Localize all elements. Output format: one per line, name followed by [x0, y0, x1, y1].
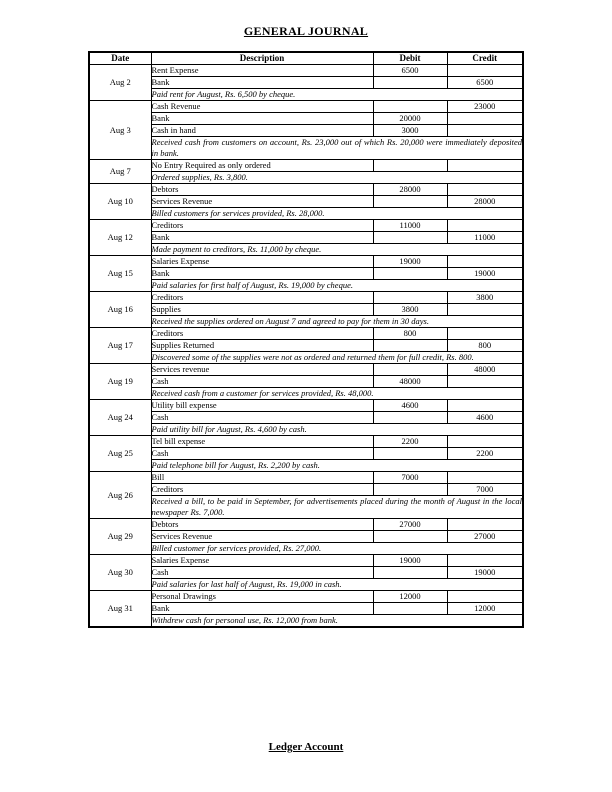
entry-date: Aug 31	[89, 591, 151, 628]
account-name: Bank	[151, 268, 373, 280]
narration-text: Withdrew cash for personal use, Rs. 12,000 from bank.	[151, 615, 523, 628]
debit-amount	[373, 531, 447, 543]
journal-line-row	[89, 376, 523, 388]
entry-date: Aug 7	[89, 160, 151, 184]
account-name: Salaries Expense	[151, 555, 373, 567]
column-header-date: Date	[89, 52, 151, 65]
debit-amount	[373, 268, 447, 280]
debit-amount	[373, 77, 447, 89]
journal-line-row	[89, 412, 523, 424]
debit-amount: 12000	[373, 591, 447, 603]
narration-row	[89, 280, 523, 292]
narration-text: Billed customers for services provided, Rs. 28,000.	[151, 208, 523, 220]
account-name: Creditors	[151, 484, 373, 496]
journal-table-header	[89, 52, 523, 65]
credit-amount	[447, 125, 523, 137]
debit-amount	[373, 603, 447, 615]
narration-text: Received the supplies ordered on August 7 and agreed to pay for them in 30 days.	[151, 316, 523, 328]
credit-amount	[447, 184, 523, 196]
journal-line-row	[89, 519, 523, 531]
narration-row	[89, 172, 523, 184]
account-name: Creditors	[151, 328, 373, 340]
journal-line-row	[89, 160, 523, 172]
narration-text: Billed customer for services provided, Rs. 27,000.	[151, 543, 523, 555]
narration-row	[89, 137, 523, 160]
account-name: Supplies	[151, 304, 373, 316]
journal-line-row	[89, 304, 523, 316]
journal-line-row	[89, 232, 523, 244]
debit-amount: 7000	[373, 472, 447, 484]
entry-date: Aug 12	[89, 220, 151, 256]
credit-amount: 3800	[447, 292, 523, 304]
journal-line-row	[89, 448, 523, 460]
entry-date: Aug 17	[89, 328, 151, 364]
journal-line-row	[89, 65, 523, 77]
debit-amount: 48000	[373, 376, 447, 388]
narration-row	[89, 244, 523, 256]
narration-row	[89, 579, 523, 591]
column-header-debit: Debit	[373, 52, 447, 65]
account-name: No Entry Required as only ordered	[151, 160, 373, 172]
account-name: Bank	[151, 603, 373, 615]
account-name: Tel bill expense	[151, 436, 373, 448]
account-name: Bank	[151, 77, 373, 89]
credit-amount	[447, 436, 523, 448]
entry-date: Aug 25	[89, 436, 151, 472]
narration-text: Paid salaries for first half of August, Rs. 19,000 by cheque.	[151, 280, 523, 292]
credit-amount: 19000	[447, 567, 523, 579]
account-name: Services revenue	[151, 364, 373, 376]
account-name: Creditors	[151, 220, 373, 232]
account-name: Supplies Returned	[151, 340, 373, 352]
debit-amount	[373, 101, 447, 113]
journal-line-row	[89, 436, 523, 448]
narration-text: Received cash from a customer for services provided, Rs. 48,000.	[151, 388, 523, 400]
journal-line-row	[89, 555, 523, 567]
credit-amount: 7000	[447, 484, 523, 496]
narration-text: Paid utility bill for August, Rs. 4,600 by cash.	[151, 424, 523, 436]
journal-line-row	[89, 364, 523, 376]
account-name: Salaries Expense	[151, 256, 373, 268]
entry-date: Aug 29	[89, 519, 151, 555]
journal-line-row	[89, 472, 523, 484]
account-name: Debtors	[151, 519, 373, 531]
account-name: Cash	[151, 376, 373, 388]
credit-amount: 6500	[447, 77, 523, 89]
credit-amount: 28000	[447, 196, 523, 208]
debit-amount	[373, 160, 447, 172]
entry-date: Aug 26	[89, 472, 151, 519]
narration-text: Ordered supplies, Rs. 3,800.	[151, 172, 523, 184]
account-name: Cash	[151, 412, 373, 424]
entry-date: Aug 16	[89, 292, 151, 328]
credit-amount: 4600	[447, 412, 523, 424]
debit-amount: 4600	[373, 400, 447, 412]
footer-heading: Ledger Account	[268, 741, 344, 753]
credit-amount	[447, 400, 523, 412]
account-name: Cash	[151, 567, 373, 579]
header-row	[89, 52, 523, 65]
credit-amount: 48000	[447, 364, 523, 376]
narration-text: Discovered some of the supplies were not as ordered and returned them for full credit, Rs. 800.	[151, 352, 523, 364]
credit-amount	[447, 472, 523, 484]
debit-amount: 6500	[373, 65, 447, 77]
debit-amount	[373, 364, 447, 376]
narration-row	[89, 352, 523, 364]
credit-amount	[447, 519, 523, 531]
narration-text: Paid rent for August, Rs. 6,500 by cheque.	[151, 89, 523, 101]
journal-line-row	[89, 196, 523, 208]
credit-amount	[447, 113, 523, 125]
journal-line-row	[89, 531, 523, 543]
credit-amount: 800	[447, 340, 523, 352]
account-name: Debtors	[151, 184, 373, 196]
debit-amount	[373, 196, 447, 208]
debit-amount: 2200	[373, 436, 447, 448]
debit-amount: 800	[373, 328, 447, 340]
entry-date: Aug 15	[89, 256, 151, 292]
account-name: Services Revenue	[151, 196, 373, 208]
credit-amount: 23000	[447, 101, 523, 113]
journal-line-row	[89, 591, 523, 603]
entry-date: Aug 24	[89, 400, 151, 436]
journal-line-row	[89, 256, 523, 268]
journal-line-row	[89, 567, 523, 579]
account-name: Cash in hand	[151, 125, 373, 137]
column-header-description: Description	[151, 52, 373, 65]
account-name: Bank	[151, 232, 373, 244]
narration-row	[89, 496, 523, 519]
narration-row	[89, 460, 523, 472]
debit-amount: 3800	[373, 304, 447, 316]
entry-date: Aug 2	[89, 65, 151, 101]
journal-line-row	[89, 340, 523, 352]
entry-date: Aug 19	[89, 364, 151, 400]
debit-amount	[373, 412, 447, 424]
account-name: Cash	[151, 448, 373, 460]
journal-line-row	[89, 268, 523, 280]
debit-amount: 19000	[373, 555, 447, 567]
debit-amount: 19000	[373, 256, 447, 268]
journal-table-body	[89, 65, 523, 628]
debit-amount: 27000	[373, 519, 447, 531]
narration-text: Received a bill, to be paid in September, for advertisements placed during the month of August in the local newspaper Rs. 7,000.	[151, 496, 522, 517]
journal-line-row	[89, 603, 523, 615]
entry-date: Aug 3	[89, 101, 151, 160]
journal-line-row	[89, 400, 523, 412]
page-title: GENERAL JOURNAL	[243, 24, 369, 38]
narration-row	[89, 615, 523, 628]
journal-line-row	[89, 220, 523, 232]
narration-row	[89, 316, 523, 328]
general-journal-table	[88, 51, 524, 628]
journal-line-row	[89, 77, 523, 89]
credit-amount	[447, 65, 523, 77]
journal-line-row	[89, 328, 523, 340]
account-name: Creditors	[151, 292, 373, 304]
narration-text: Made payment to creditors, Rs. 11,000 by cheque.	[151, 244, 523, 256]
narration-row	[89, 388, 523, 400]
entry-date: Aug 30	[89, 555, 151, 591]
narration-text: Received cash from customers on account, Rs. 23,000 out of which Rs. 20,000 were immediately deposited in bank.	[151, 137, 522, 158]
account-name: Services Revenue	[151, 531, 373, 543]
debit-amount	[373, 484, 447, 496]
debit-amount	[373, 448, 447, 460]
narration-text: Paid salaries for last half of August, Rs. 19,000 in cash.	[151, 579, 523, 591]
column-header-credit: Credit	[447, 52, 523, 65]
account-name: Bank	[151, 113, 373, 125]
entry-date: Aug 10	[89, 184, 151, 220]
journal-line-row	[89, 113, 523, 125]
account-name: Personal Drawings	[151, 591, 373, 603]
debit-amount: 28000	[373, 184, 447, 196]
narration-row	[89, 424, 523, 436]
credit-amount	[447, 555, 523, 567]
credit-amount: 2200	[447, 448, 523, 460]
journal-line-row	[89, 484, 523, 496]
journal-line-row	[89, 292, 523, 304]
credit-amount	[447, 160, 523, 172]
credit-amount: 12000	[447, 603, 523, 615]
debit-amount	[373, 292, 447, 304]
narration-row	[89, 208, 523, 220]
journal-line-row	[89, 125, 523, 137]
journal-line-row	[89, 101, 523, 113]
credit-amount: 11000	[447, 232, 523, 244]
narration-row	[89, 543, 523, 555]
credit-amount	[447, 256, 523, 268]
narration-row	[89, 89, 523, 101]
debit-amount	[373, 567, 447, 579]
debit-amount: 11000	[373, 220, 447, 232]
account-name: Cash Revenue	[151, 101, 373, 113]
account-name: Rent Expense	[151, 65, 373, 77]
account-name: Bill	[151, 472, 373, 484]
debit-amount	[373, 232, 447, 244]
credit-amount: 19000	[447, 268, 523, 280]
journal-line-row	[89, 184, 523, 196]
credit-amount	[447, 328, 523, 340]
credit-amount	[447, 304, 523, 316]
credit-amount	[447, 591, 523, 603]
narration-text: Paid telephone bill for August, Rs. 2,200 by cash.	[151, 460, 523, 472]
account-name: Utility bill expense	[151, 400, 373, 412]
credit-amount	[447, 376, 523, 388]
debit-amount: 3000	[373, 125, 447, 137]
debit-amount	[373, 340, 447, 352]
credit-amount: 27000	[447, 531, 523, 543]
debit-amount: 20000	[373, 113, 447, 125]
credit-amount	[447, 220, 523, 232]
